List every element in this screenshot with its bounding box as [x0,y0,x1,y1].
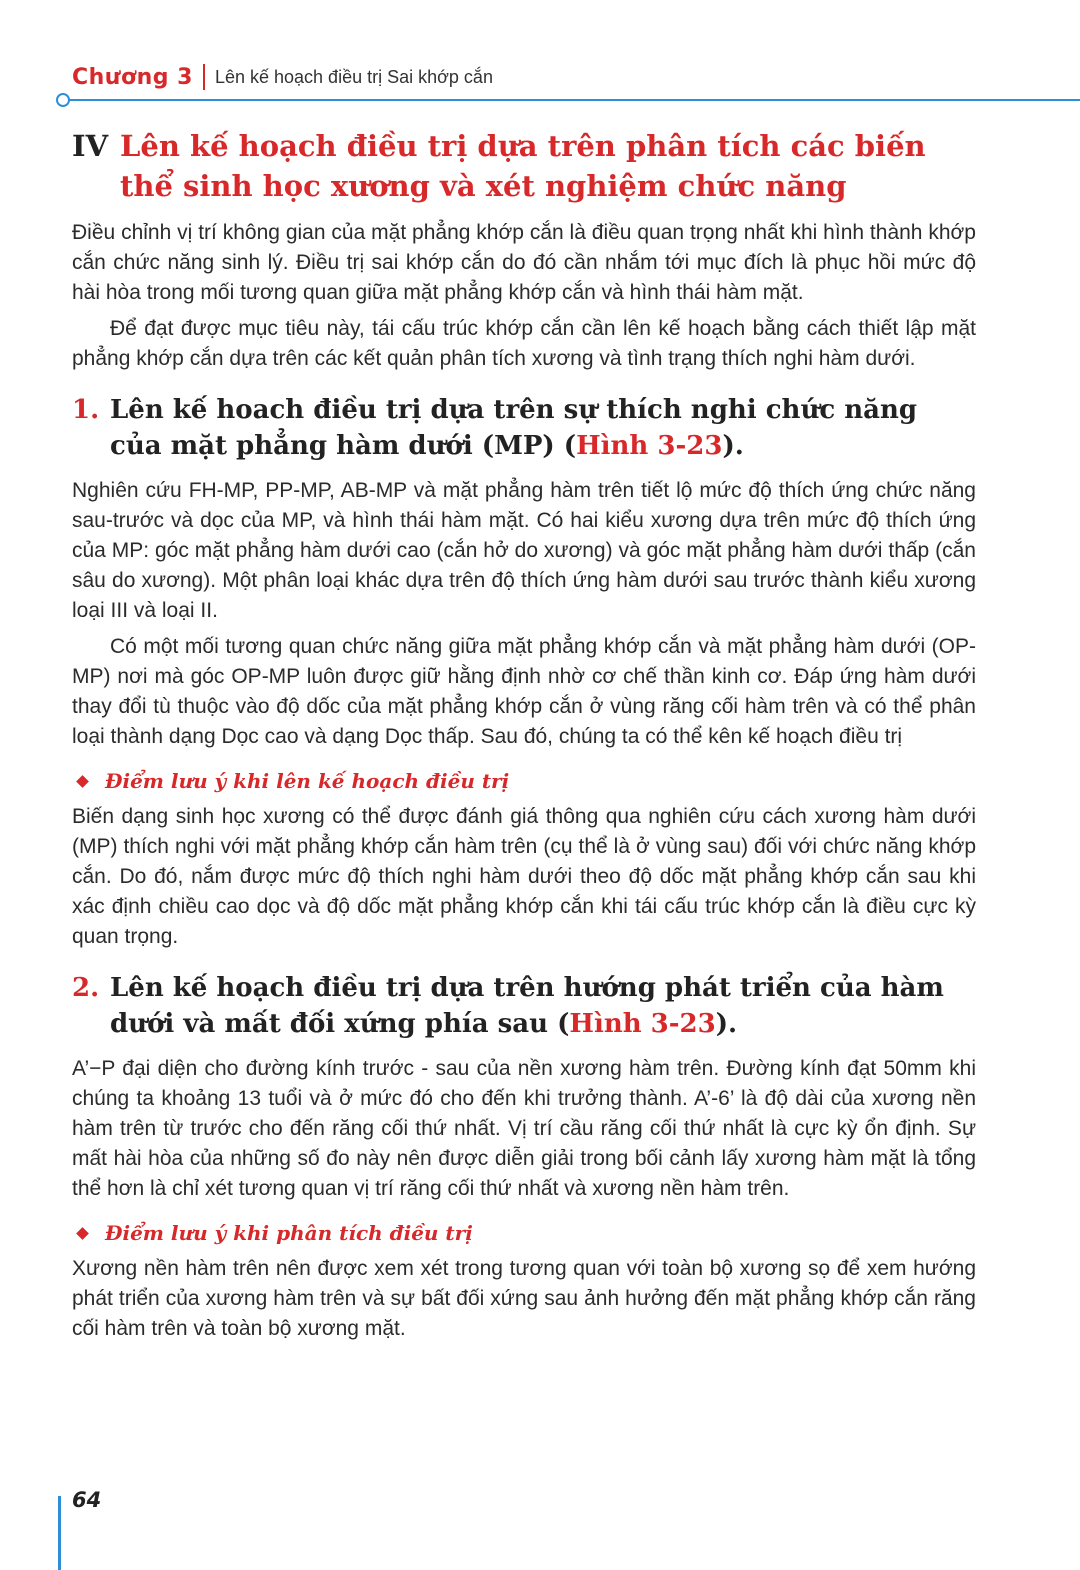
section-1-note-title: Điểm lưu ý khi lên kế hoạch điều trị [105,769,510,793]
section-2-figure-ref: Hình 3-23 [569,1009,716,1039]
section-1-note-heading [72,766,976,796]
section-1-title-wrap [110,392,976,464]
page-body [72,126,976,1344]
section-1-number: 1. [72,395,100,425]
section-1-paragraph-1: Nghiên cứu FH-MP, PP-MP, AB-MP và mặt phẳng hàm trên tiết lộ mức độ thích ứng chức năng sau-trước và dọc của MP, và hình thái hàm mặt. Có hai kiểu xương dựa trên mức độ thích ứng của MP: góc mặt phẳng hàm dưới cao (cắn hở do xương) và góc mặt phẳng hàm dưới thấp (cắn sâu do xương). Một phân loại khác dựa trên độ thích ứng hàm dưới sau trước thành kiểu xương loại III và loại II. [72,479,976,622]
page-number: 64 [72,1488,102,1512]
chapter-title: Lên kế hoạch điều trị Sai khớp cắn [214,66,493,87]
diamond-bullet-icon [76,1227,89,1240]
section-iv-heading [72,126,976,206]
header-circle-icon [56,93,70,107]
header-separator [203,64,205,90]
diamond-bullet-icon [76,775,89,788]
section-2-note-title: Điểm lưu ý khi phân tích điều trị [105,1221,473,1245]
section-2-paragraph-1: A’−P đại diện cho đường kính trước - sau của nền xương hàm trên. Đường kính đạt 50mm khi chúng ta khoảng 13 tuổi và ở mức đó cho đến khi trưởng thành. A’-6’ là độ dài của xương nền hàm trên từ trước cho đến răng cối thứ nhất. Vị trí cầu răng cối thứ nhất là cực kỳ ổn định. Sự mất hài hòa của những số đo này nên được diễn giải trong bối cảnh lấy xương hàm mặt là tổng thể hơn là chỉ xét tương quan vị trí răng cối thứ nhất và xương nền hàm trên. [72,1057,976,1200]
section-2-note-text: Xương nền hàm trên nên được xem xét trong tương quan với toàn bộ xương sọ để xem hướng phát triển của xương hàm trên và sự bất đối xứng sau ảnh hưởng đến mặt phẳng khớp cắn răng cối hàm trên và toàn bộ xương mặt. [72,1257,976,1340]
section-2-title-wrap [110,970,976,1042]
chapter-label: Chương 3 [72,64,193,90]
section-iv-title: Lên kế hoạch điều trị dựa trên phân tích các biến thể sinh học xương và xét nghiệm chức năng [120,129,926,203]
section-2-title-end: ). [715,1009,738,1039]
section-2-title: Lên kế hoạch điều trị dựa trên hướng phát triển của hàm dưới và mất đối xứng phía sau ( [110,973,944,1039]
footer-bar [58,1496,61,1570]
section-1-title: Lên kế hoach điều trị dựa trên sự thích nghi chức năng của mặt phẳng hàm dưới (MP) ( [110,395,918,461]
section-1-note-text: Biến dạng sinh học xương có thể được đánh giá thông qua nghiên cứu cách xương hàm dưới (MP) thích nghi với mặt phẳng khớp cắn hàm trên (cụ thể là ở vùng sau) đối với chức năng khớp cắn. Do đó, nắm được mức độ thích nghi hàm dưới theo độ dốc mặt phẳng khớp cắn sau khi xác định chiều cao dọc và độ dốc mặt phẳng khớp cắn khi tái cấu trúc khớp cắn là điều cực kỳ quan trọng. [72,805,976,948]
header-rule [64,99,1080,101]
running-header [72,60,493,94]
section-iv-number: IV [72,129,109,163]
section-1-heading [72,392,976,464]
section-1-figure-ref: Hình 3-23 [576,431,723,461]
section-1-paragraph-2: Có một mối tương quan chức năng giữa mặt phẳng khớp cắn và mặt phẳng hàm dưới (OP-MP) nơi mà góc OP-MP luôn được giữ hằng định nhờ cơ chế thần kinh cơ. Đáp ứng hàm dưới thay đổi tù thuộc vào độ dốc của mặt phẳng khớp cắn ở vùng răng cối hàm trên và có thể phân loại thành dạng Dọc cao và dạng Dọc thấp. Sau đó, chúng ta có thể kên kế hoạch điều trị [72,635,976,748]
section-2-number: 2. [72,973,100,1003]
section-2-note-heading [72,1218,976,1248]
section-1-title-end: ). [722,431,744,461]
section-iv-paragraph-2: Để đạt được mục tiêu này, tái cấu trúc khớp cắn cần lên kế hoạch bằng cách thiết lập mặt phẳng khớp cắn dựa trên các kết quản phân tích xương và tình trạng thích nghi hàm dưới. [72,317,976,370]
section-iv-paragraph-1: Điều chỉnh vị trí không gian của mặt phẳng khớp cắn là điều quan trọng nhất khi hình thành khớp cắn chức năng sinh lý. Điều trị sai khớp cắn do đó cần nhắm tới mục đích là phục hồi mức độ hài hòa trong mối tương quan giữa mặt phẳng khớp cắn và hình thái hàm mặt. [72,221,976,304]
section-2-heading [72,970,976,1042]
